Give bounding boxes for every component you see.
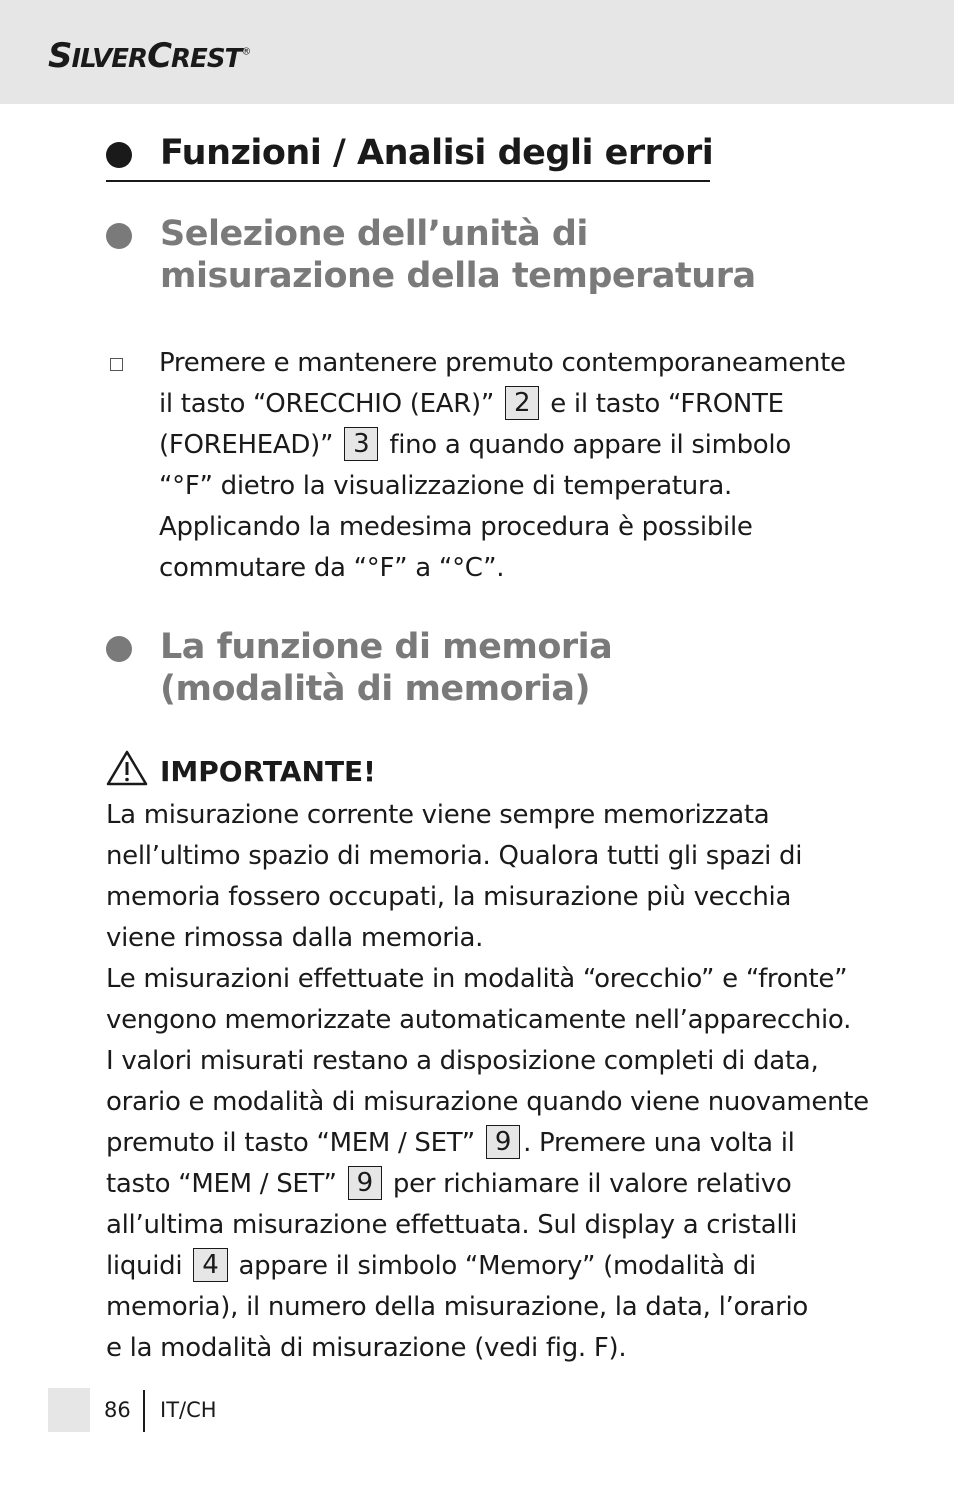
ref-number-box: 2 bbox=[505, 386, 539, 420]
important-label: IMPORTANTE! bbox=[160, 755, 376, 788]
country-code: IT/CH bbox=[160, 1398, 217, 1422]
bullet-icon bbox=[106, 636, 132, 662]
ref-number-box: 4 bbox=[193, 1248, 227, 1282]
checkbox-bullet-icon bbox=[110, 358, 123, 371]
silvercrest-logo: SILVERCREST® bbox=[48, 36, 251, 76]
subsection-title-memory bbox=[106, 626, 866, 710]
page-header bbox=[0, 0, 954, 104]
warning-icon bbox=[106, 750, 148, 786]
bullet-icon bbox=[106, 223, 132, 249]
ref-number-box: 9 bbox=[486, 1125, 520, 1159]
footer-divider bbox=[143, 1390, 145, 1432]
section-title-text: Funzioni / Analisi degli errori bbox=[160, 133, 714, 173]
subsection-title-line: Selezione dell’unità di bbox=[160, 214, 588, 254]
ref-number-box: 9 bbox=[348, 1166, 382, 1200]
instruction-paragraph: Premere e mantenere premuto contemporaneamente il tasto “ORECCHIO (EAR)” 2 e il tasto “FRONTE (FOREHEAD)” 3 fino a quando appare il simbolo “°F” dietro la visualizzazione di temperatura. Applicando la medesima procedura è possibile commutare da “°F” a “°C”. bbox=[159, 348, 846, 583]
subsection-title-line: (modalità di memoria) bbox=[160, 669, 591, 709]
subsection-title-line: La funzione di memoria bbox=[160, 627, 613, 667]
subsection-title-unit bbox=[106, 213, 866, 297]
bullet-icon bbox=[106, 142, 132, 168]
subsection-title-line: misurazione della temperatura bbox=[160, 256, 756, 296]
important-paragraph: La misurazione corrente viene sempre memorizzata nell’ultimo spazio di memoria. Qualora tutti gli spazi di memoria fossero occupati, la misurazione più vecchia viene rimossa dalla memoria. Le misurazioni effettuate in modalità “orecchio” e “fronte” vengono memorizzate automaticamente nell’apparecchio. I valori misurati restano a disposizione completi di data, orario e modalità di misurazione quando viene nuovamente premuto il tasto “MEM / SET” 9 . Premere una volta il tasto “MEM / SET” 9 per richiamare il valore relativo all’ultima misurazione effettuata. Sul display a cristalli liquidi 4 appare il simbolo “Memory” (modalità di memoria), il numero della misurazione, la data, l’orario e la modalità di misurazione (vedi fig. F). bbox=[106, 800, 869, 1363]
page-number: 86 bbox=[104, 1398, 131, 1422]
ref-number-box: 3 bbox=[344, 427, 378, 461]
footer-marker bbox=[48, 1388, 90, 1432]
section-title bbox=[106, 128, 714, 182]
